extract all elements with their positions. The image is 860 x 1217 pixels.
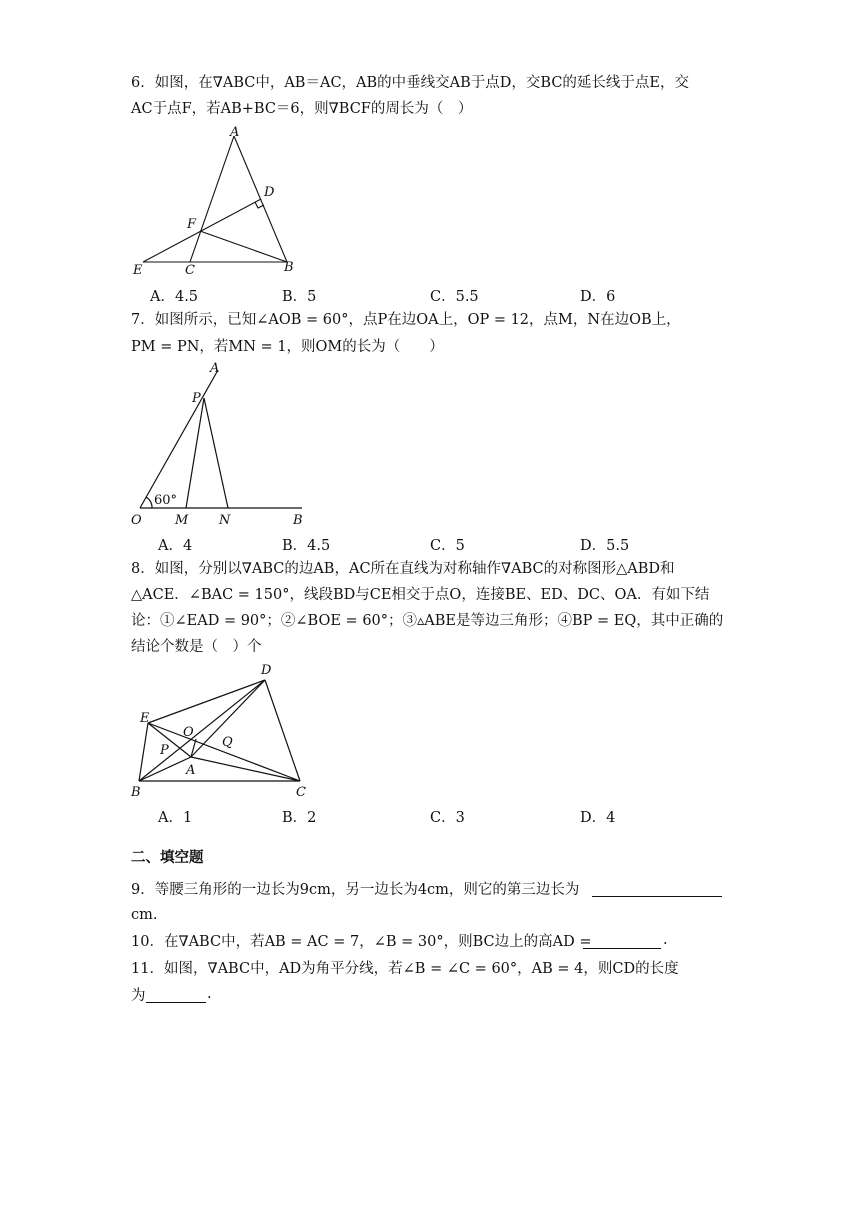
- q6-option-a[interactable]: A．4.5: [150, 289, 199, 305]
- q8-label-B: B: [131, 785, 141, 800]
- q8-label-O: O: [183, 725, 194, 740]
- q7-label-O: O: [131, 513, 142, 528]
- q8-option-b[interactable]: B．2: [282, 810, 317, 826]
- q6-label-F: F: [187, 217, 197, 232]
- q9-text-line2: cm.: [131, 907, 158, 923]
- q7-label-A: A: [210, 361, 220, 376]
- q6-label-C: C: [185, 263, 195, 278]
- q7-option-c[interactable]: C．5: [430, 538, 465, 554]
- q6-label-A: A: [230, 125, 240, 140]
- q10-text-line1: 10．在∇ABC中，若AB = AC = 7，∠B = 30°，则BC边上的高AD =: [131, 934, 592, 950]
- q8-label-Q: Q: [222, 735, 233, 750]
- q8-option-c[interactable]: C．3: [430, 810, 465, 826]
- q7-label-N: N: [219, 513, 231, 528]
- q8-text-line1: 8．如图，分别以∇ABC的边AB，AC所在直线为对称轴作∇ABC的对称图形△ABD和: [131, 561, 675, 577]
- q8-option-d[interactable]: D．4: [580, 810, 616, 826]
- q6-option-c[interactable]: C．5.5: [430, 289, 479, 305]
- q7-text-line2: PM = PN，若MN = 1，则OM的长为（ ）: [131, 339, 444, 355]
- section-heading-fill-blank: 二、填空题: [131, 850, 204, 866]
- q6-option-b[interactable]: B．5: [282, 289, 317, 305]
- q8-option-a[interactable]: A．1: [158, 810, 193, 826]
- q8-label-E: E: [140, 711, 150, 726]
- q7-text-line1: 7．如图所示，已知∠AOB = 60°，点P在边OA上，OP = 12，点M，N在边OB上，: [131, 312, 681, 328]
- q6-text-line1: 6．如图，在∇ABC中，AB＝AC，AB的中垂线交AB于点D，交BC的延长线于点E，交: [131, 75, 690, 91]
- q6-text-line2: AC于点F，若AB+BC＝6，则∇BCF的周长为（ ）: [131, 101, 473, 117]
- q7-option-b[interactable]: B．4.5: [282, 538, 331, 554]
- q8-label-P: P: [160, 743, 169, 758]
- q10-text-tail: .: [663, 932, 668, 948]
- q6-figure: [130, 124, 310, 280]
- q7-figure: [130, 360, 310, 530]
- q7-angle-label: 60°: [154, 493, 178, 508]
- q9-answer-blank[interactable]: [592, 896, 722, 897]
- q8-text-line4: 结论个数是（ ）个: [131, 639, 262, 655]
- q8-text-line2: △ACE．∠BAC = 150°，线段BD与CE相交于点O，连接BE、ED、DC、OA．有如下结: [131, 587, 710, 603]
- q9-text-line1: 9．等腰三角形的一边长为9cm，另一边长为4cm，则它的第三边长为: [131, 882, 580, 898]
- q7-label-M: M: [175, 513, 189, 528]
- q6-label-B: B: [284, 260, 294, 275]
- q11-answer-blank[interactable]: [146, 1002, 206, 1003]
- q8-label-A: A: [186, 763, 196, 778]
- q11-text-tail: .: [207, 986, 212, 1002]
- q8-label-C: C: [296, 785, 306, 800]
- q11-text-line1: 11．如图，∇ABC中，AD为角平分线，若∠B = ∠C = 60°，AB = 4，则CD的长度: [131, 961, 679, 977]
- q8-text-line3: 论：①∠EAD = 90°；②∠BOE = 60°；③▵ABE是等边三角形；④BP = EQ，其中正确的: [131, 613, 724, 629]
- q7-label-B: B: [293, 513, 303, 528]
- q7-option-d[interactable]: D．5.5: [580, 538, 630, 554]
- q8-figure: [128, 660, 318, 800]
- q6-label-E: E: [133, 263, 143, 278]
- q8-label-D: D: [261, 663, 272, 678]
- q6-label-D: D: [264, 185, 275, 200]
- q6-option-d[interactable]: D．6: [580, 289, 616, 305]
- q7-option-a[interactable]: A．4: [158, 538, 193, 554]
- q11-text-line2: 为: [131, 988, 146, 1004]
- q10-answer-blank[interactable]: [583, 948, 661, 949]
- q7-label-P: P: [192, 391, 201, 406]
